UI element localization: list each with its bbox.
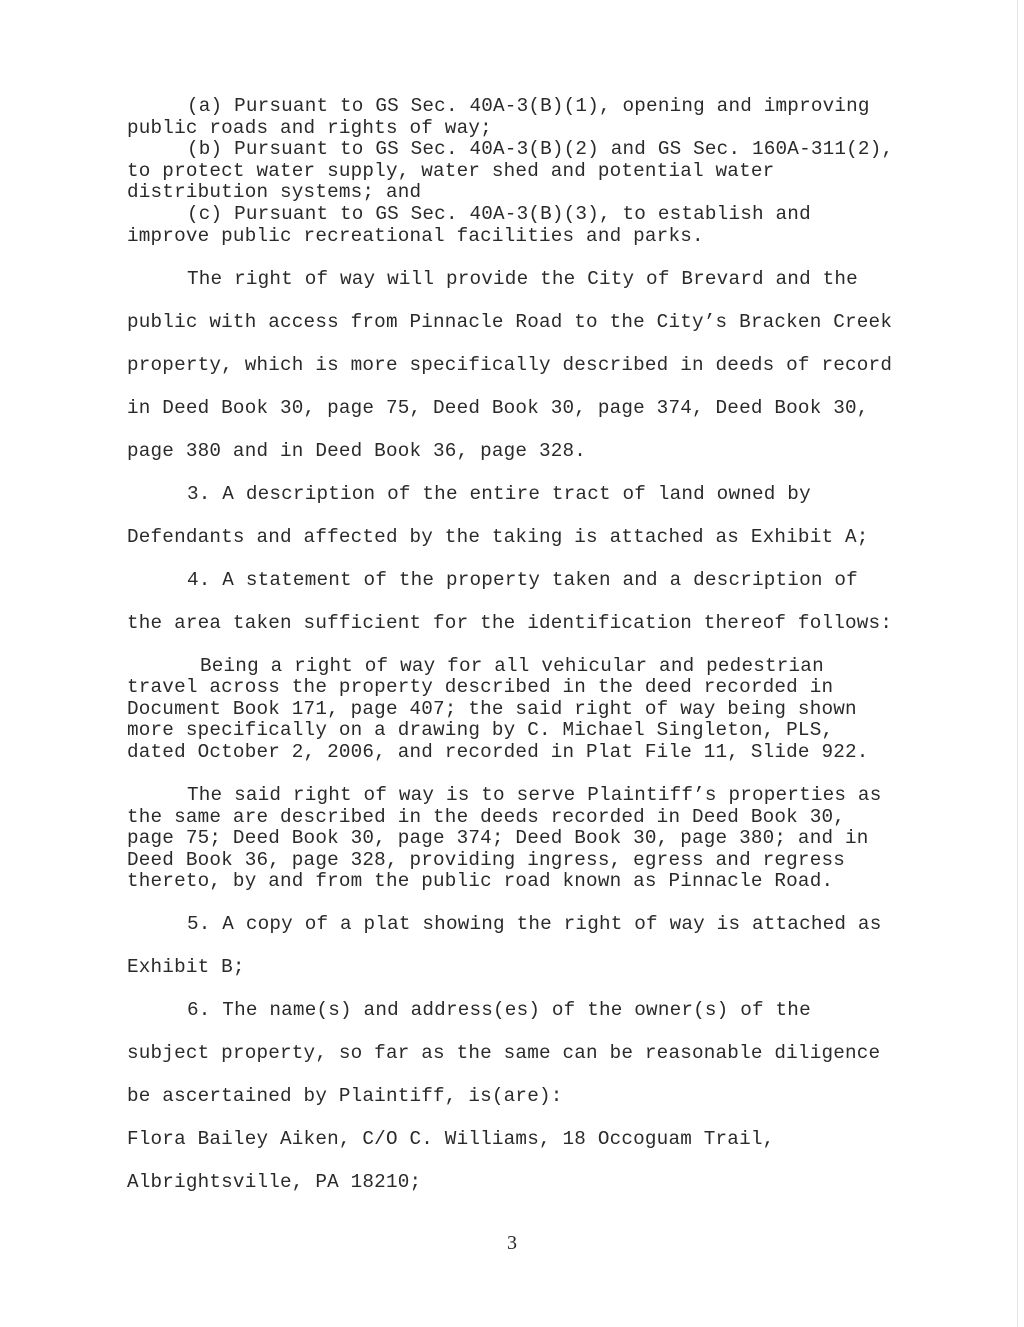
item-3-line2: Defendants and affected by the taking is attached as Exhibit A; xyxy=(127,526,869,548)
service-line5: thereto, by and from the public road known as Pinnacle Road. xyxy=(127,870,834,892)
item-3-line1: 3. A description of the entire tract of land owned by xyxy=(187,483,811,505)
row-para-line4: in Deed Book 30, page 75, Deed Book 30, page 374, Deed Book 30, xyxy=(127,397,869,419)
purpose-a-line1: (a) Pursuant to GS Sec. 40A-3(B)(1), opening and improving xyxy=(187,95,870,117)
item-5-line2: Exhibit B; xyxy=(127,956,245,978)
item-4-line2: the area taken sufficient for the identification thereof follows: xyxy=(127,612,893,634)
row-para-line1: The right of way will provide the City of Brevard and the xyxy=(187,268,858,290)
description-line1: Being a right of way for all vehicular and pedestrian xyxy=(200,655,824,677)
purpose-a-line2: public roads and rights of way; xyxy=(127,117,492,139)
row-para-line5: page 380 and in Deed Book 36, page 328. xyxy=(127,440,587,462)
description-line3: Document Book 171, page 407; the said right of way being shown xyxy=(127,698,857,720)
description-line5: dated October 2, 2006, and recorded in Plat File 11, Slide 922. xyxy=(127,741,869,763)
item-6-line2: subject property, so far as the same can be reasonable diligence xyxy=(127,1042,881,1064)
item-6-line3: be ascertained by Plaintiff, is(are): xyxy=(127,1085,563,1107)
description-line4: more specifically on a drawing by C. Michael Singleton, PLS, xyxy=(127,719,834,741)
purpose-b-line1: (b) Pursuant to GS Sec. 40A-3(B)(2) and GS Sec. 160A-311(2), xyxy=(187,138,894,160)
description-line2: travel across the property described in the deed recorded in xyxy=(127,676,834,698)
page-edge xyxy=(1017,0,1018,1327)
purpose-b-line3: distribution systems; and xyxy=(127,181,422,203)
item-4-line1: 4. A statement of the property taken and a description of xyxy=(187,569,858,591)
row-para-line3: property, which is more specifically described in deeds of record xyxy=(127,354,893,376)
service-line2: the same are described in the deeds recorded in Deed Book 30, xyxy=(127,806,846,828)
service-line1: The said right of way is to serve Plaintiff’s properties as xyxy=(187,784,882,806)
purpose-b-line2: to protect water supply, water shed and potential water xyxy=(127,160,775,182)
page-number: 3 xyxy=(507,1232,517,1254)
purpose-c-line1: (c) Pursuant to GS Sec. 40A-3(B)(3), to establish and xyxy=(187,203,811,225)
purpose-c-line2: improve public recreational facilities and parks. xyxy=(127,225,704,247)
owner-name-line: Flora Bailey Aiken, C/O C. Williams, 18 Occoguam Trail, xyxy=(127,1128,775,1150)
row-para-line2: public with access from Pinnacle Road to the City’s Bracken Creek xyxy=(127,311,893,333)
service-line4: Deed Book 36, page 328, providing ingress, egress and regress xyxy=(127,849,846,871)
service-line3: page 75; Deed Book 30, page 374; Deed Book 30, page 380; and in xyxy=(127,827,869,849)
item-6-line1: 6. The name(s) and address(es) of the owner(s) of the xyxy=(187,999,811,1021)
item-5-line1: 5. A copy of a plat showing the right of way is attached as xyxy=(187,913,882,935)
owner-address-line: Albrightsville, PA 18210; xyxy=(127,1171,422,1193)
